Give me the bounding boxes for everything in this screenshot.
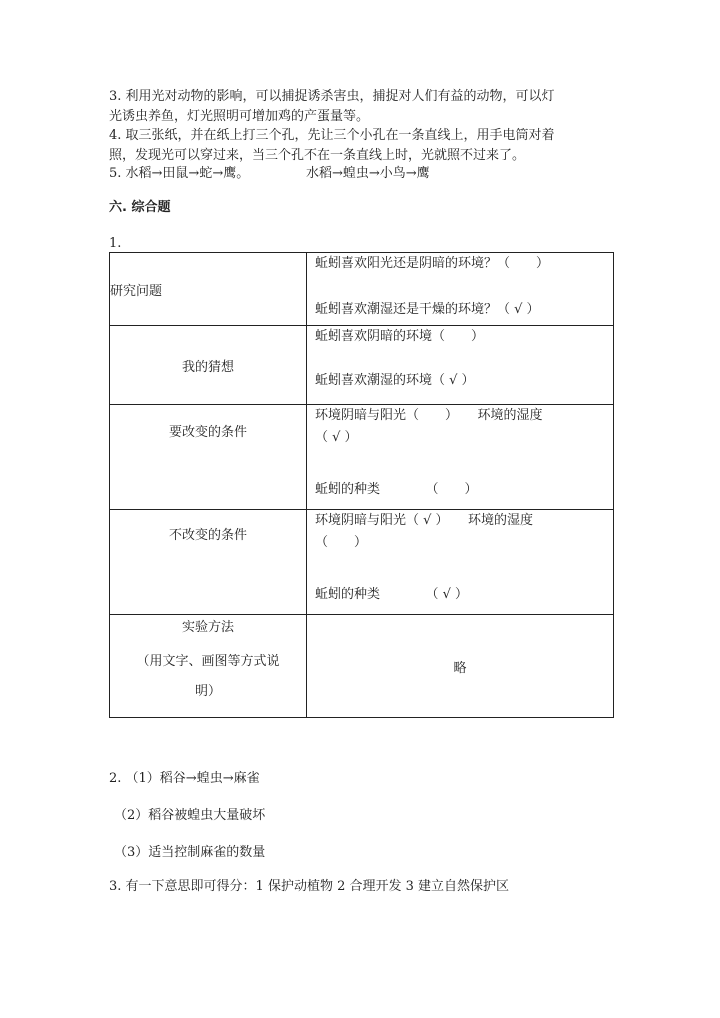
cell-text: 蚯蚓喜欢潮湿的环境（ √ ） bbox=[315, 373, 475, 388]
cell-text: 环境阴暗与阳光（ ） 环境的湿度 bbox=[315, 408, 543, 423]
cell-text: 略 bbox=[307, 615, 614, 718]
row-label: （用文字、画图等方式说 bbox=[136, 654, 280, 669]
table-row bbox=[110, 405, 614, 510]
row-label: 不改变的条件 bbox=[110, 510, 307, 615]
cell-text: 蚯蚓喜欢潮湿还是干燥的环境？（ √ ） bbox=[315, 302, 540, 317]
answer-5-part2: 水稻→蝗虫→小鸟→鹰 bbox=[306, 166, 430, 181]
table-row bbox=[110, 510, 614, 615]
cell-text: （ ） bbox=[315, 535, 368, 550]
table-row bbox=[110, 326, 614, 405]
cell-text: 蚯蚓的种类 （ ） bbox=[315, 482, 478, 497]
row-label: 我的猜想 bbox=[110, 326, 307, 405]
section-title: 六. 综合题 bbox=[109, 200, 171, 215]
question-2-part3: （3）适当控制麻雀的数量 bbox=[114, 845, 266, 860]
answer-3-line1: 3. 利用光对动物的影响，可以捕捉诱杀害虫，捕捉对人们有益的动物，可以灯 bbox=[109, 89, 555, 104]
row-label: 实验方法 bbox=[181, 620, 234, 635]
cell-text: （ √ ） bbox=[315, 430, 358, 445]
cell-text: 蚯蚓喜欢阳光还是阴暗的环境？（ ） bbox=[315, 256, 550, 271]
question-3: 3. 有一下意思即可得分：1 保护动植物 2 合理开发 3 建立自然保护区 bbox=[109, 879, 510, 894]
row-label: 研究问题 bbox=[110, 253, 307, 326]
cell-text: 环境阴暗与阳光（ √ ） 环境的湿度 bbox=[315, 513, 534, 528]
cell-text: 蚯蚓的种类 （ √ ） bbox=[315, 587, 469, 602]
row-label: 要改变的条件 bbox=[110, 405, 307, 510]
answer-4-line1: 4. 取三张纸，并在纸上打三个孔，先让三个小孔在一条直线上，用手电筒对着 bbox=[109, 128, 555, 143]
row-label: 明） bbox=[194, 684, 221, 699]
answer-5-part1: 5. 水稻→田鼠→蛇→鹰。 bbox=[109, 166, 250, 181]
answer-4-line2: 照，发现光可以穿过来，当三个孔不在一条直线上时，光就照不过来了。 bbox=[109, 148, 526, 163]
table-row bbox=[110, 615, 614, 718]
answer-3-line2: 光诱虫养鱼，灯光照明可增加鸡的产蛋量等。 bbox=[109, 109, 370, 124]
question-2-part2: （2）稻谷被蝗虫大量破坏 bbox=[114, 808, 266, 823]
question-2-part1: 2. （1）稻谷→蝗虫→麻雀 bbox=[109, 771, 260, 786]
question-1-label: 1. bbox=[109, 236, 122, 251]
table-row bbox=[110, 253, 614, 326]
cell-text: 蚯蚓喜欢阴暗的环境（ ） bbox=[315, 329, 485, 344]
experiment-table bbox=[109, 252, 614, 718]
